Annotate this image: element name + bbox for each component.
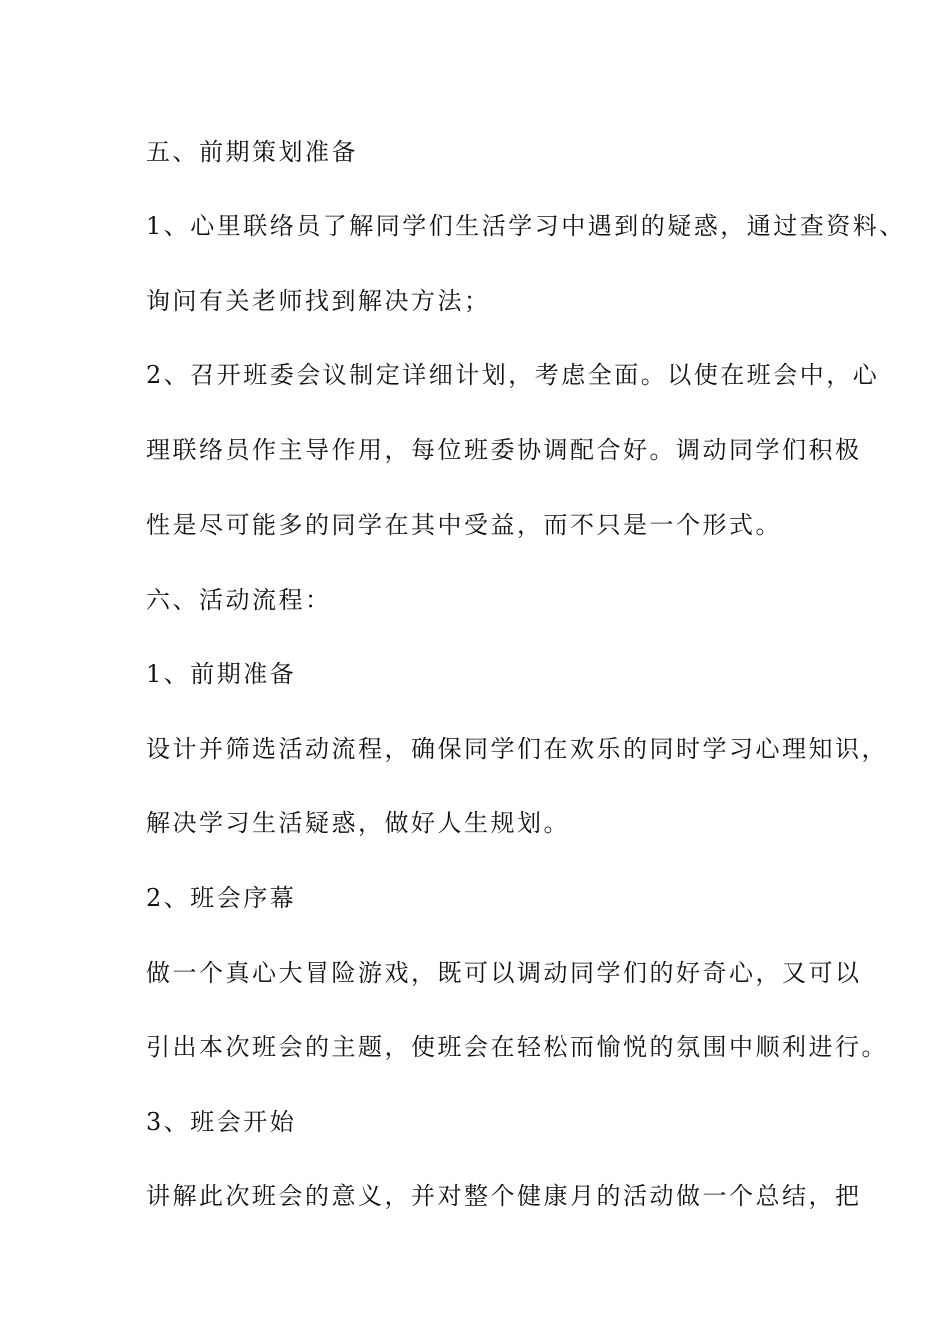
paragraph-line: 讲解此次班会的意义，并对整个健康月的活动做一个总结，把 (146, 1182, 862, 1210)
paragraph-line: 解决学习生活疑惑，做好人生规划。 (146, 809, 570, 837)
paragraph-line: 理联络员作主导作用，每位班委协调配合好。调动同学们积极 (146, 436, 862, 464)
subheading-meeting-start: 3、班会开始 (146, 1108, 297, 1136)
subheading-opening: 2、班会序幕 (146, 884, 297, 912)
paragraph-line: 2、召开班委会议制定详细计划，考虑全面。以使在班会中，心 (146, 361, 880, 389)
section-heading-preparation: 五、前期策划准备 (146, 138, 358, 166)
paragraph-line: 做一个真心大冒险游戏，既可以调动同学们的好奇心，又可以 (146, 959, 862, 987)
paragraph-line: 设计并筛选活动流程，确保同学们在欢乐的同时学习心理知识， (146, 735, 888, 763)
paragraph-line: 引出本次班会的主题，使班会在轻松而愉悦的氛围中顺利进行。 (146, 1033, 888, 1061)
section-heading-activity-flow: 六、活动流程： (146, 586, 332, 614)
paragraph-line: 1、心里联络员了解同学们生活学习中遇到的疑惑，通过查资料、 (146, 212, 906, 240)
paragraph-line: 性是尽可能多的同学在其中受益，而不只是一个形式。 (146, 511, 782, 539)
subheading-preparation: 1、前期准备 (146, 660, 297, 688)
paragraph-line: 询问有关老师找到解决方法； (146, 287, 491, 315)
